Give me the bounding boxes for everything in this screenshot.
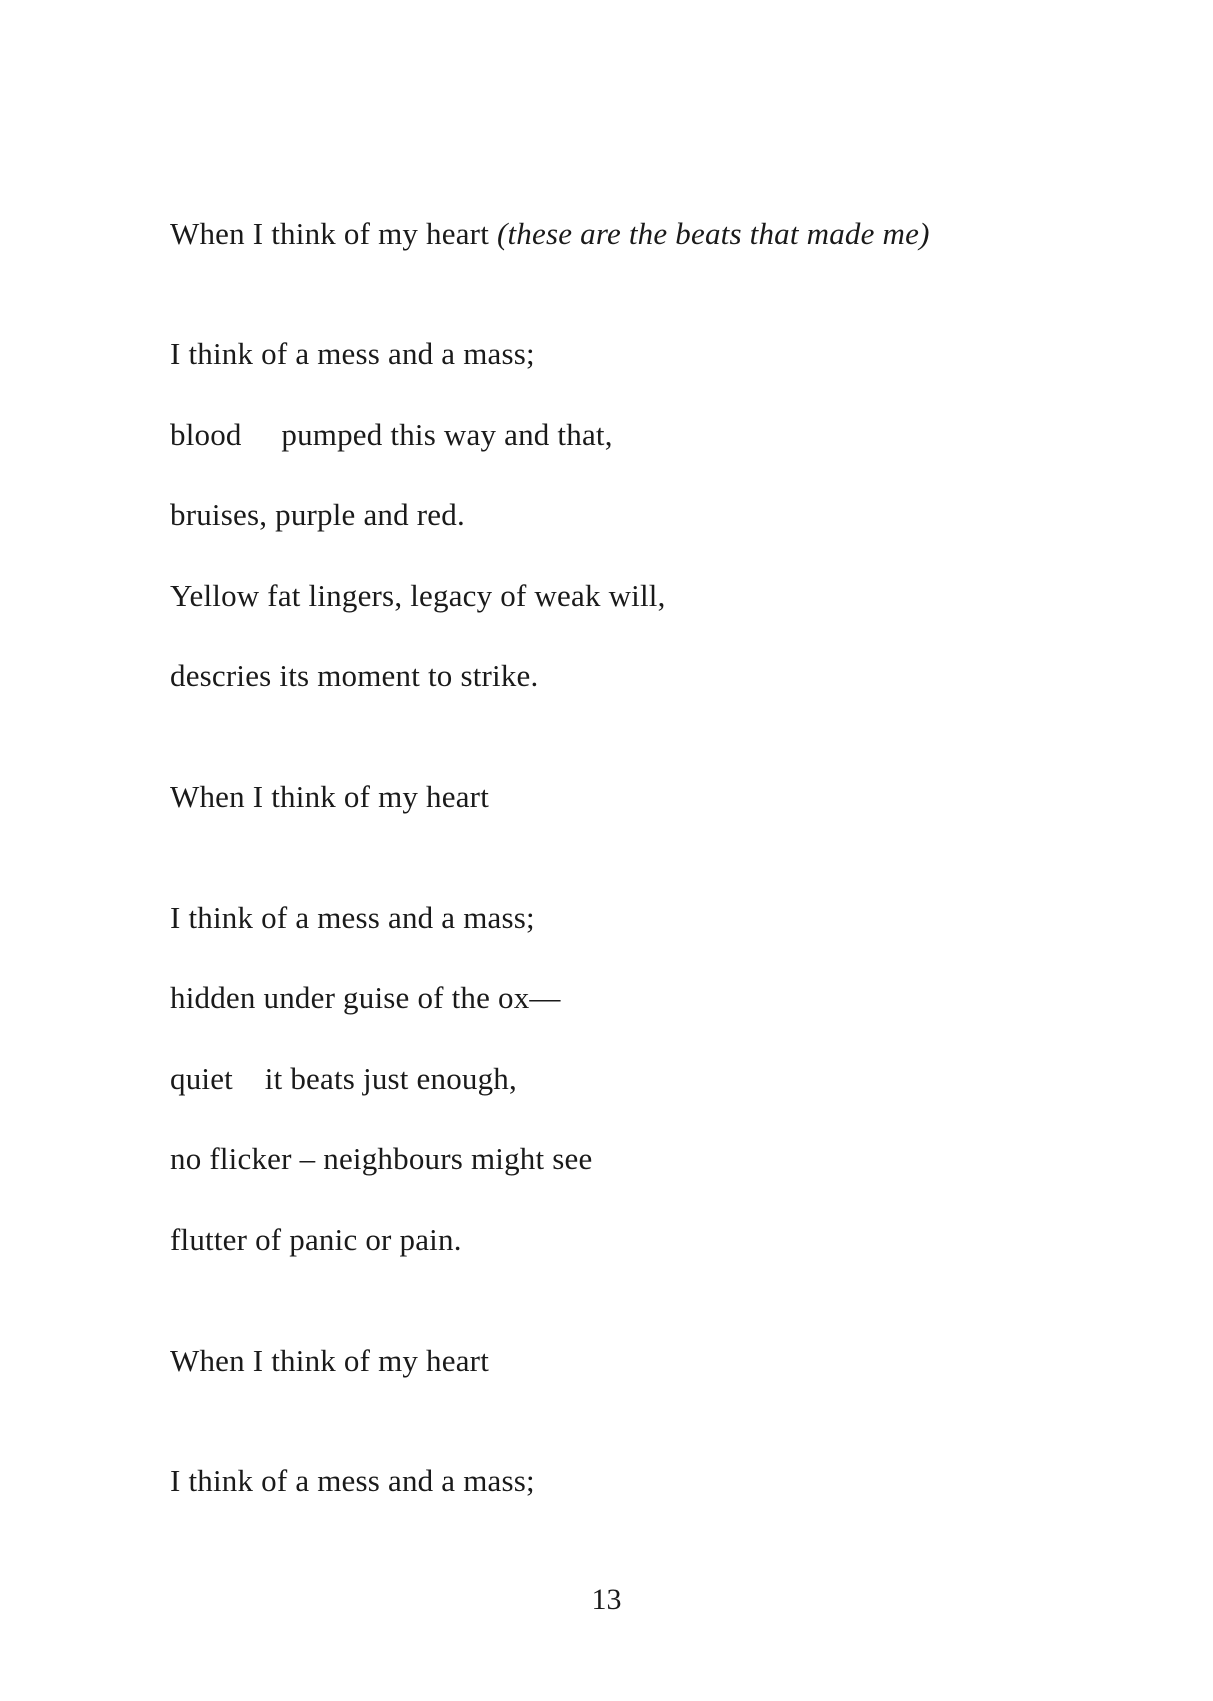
poem-refrain-line: When I think of my heart [170, 779, 490, 814]
poem-line: I think of a mess and a mass; [170, 900, 535, 935]
poem-line: quiet it beats just enough, [170, 1061, 517, 1096]
poem-line: I think of a mess and a mass; [170, 336, 535, 371]
poem-refrain-line [170, 216, 930, 252]
poem-line: flutter of panic or pain. [170, 1222, 462, 1257]
poem-line: I think of a mess and a mass; [170, 1463, 535, 1498]
poem-line: bruises, purple and red. [170, 497, 465, 532]
refrain-text: When I think of my heart [170, 216, 497, 251]
page-number: 13 [591, 1583, 622, 1616]
poem-line: descries its moment to strike. [170, 658, 539, 693]
poem-line: blood pumped this way and that, [170, 417, 613, 452]
refrain-aside: (these are the beats that made me) [496, 216, 930, 251]
poem-line: hidden under guise of the ox— [170, 980, 561, 1015]
poem-line: Yellow fat lingers, legacy of weak will, [170, 578, 666, 613]
poem-line: no flicker – neighbours might see [170, 1141, 593, 1176]
poem-refrain-line: When I think of my heart [170, 1343, 490, 1378]
